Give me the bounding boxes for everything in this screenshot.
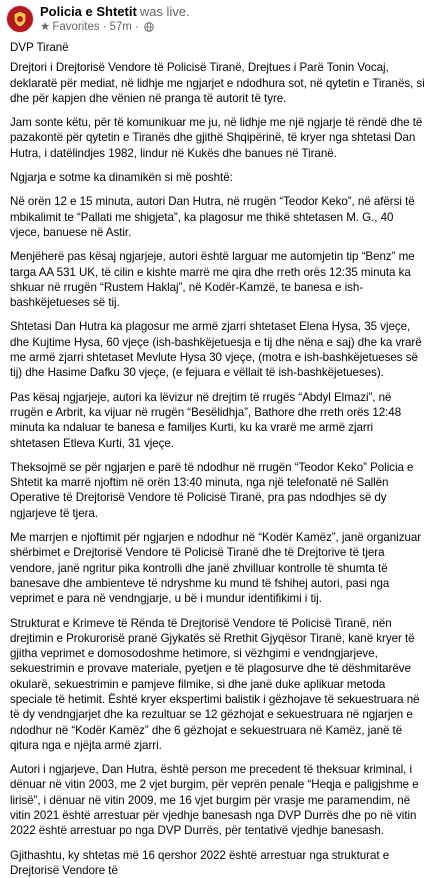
post-paragraph: Me marrjen e njoftimit për ngjarjen e ndodhur në “Kodër Kamëz”, janë organizuar shërbimet e Drejtorisë Vendore të Policisë Tiranë dhe të Drejtorive të tjera vendore, janë ngritur pika kontrolli dhe janë zhvilluar kontrolle të shumta të banesave dhe ambienteve të ndryshme ku mund të fshihej autori, pasi nga veprimet e para në vendngjarje, u bë i mundur identifikimi i tij. bbox=[10, 531, 422, 606]
post-paragraph: Drejtori i Drejtorisë Vendore të Policisë Tiranë, Drejtues i Parë Tonin Vocaj, deklaratë për mediat, në lidhje me ngjarjet e ndodhura sot, në qytetin e Tiranës, si dhe për kapjen dhe vënien në pranga të autorit të tyre. bbox=[10, 61, 425, 105]
post-paragraph: Autori i ngjarjeve, Dan Hutra, është person me precedent të theksuar kriminal, i dënuar në vitin 2003, me 2 vjet burgim, për veprën penale “Heqja e paligjshme e lirisë”, i dënuar në vitin 2009, me 16 vjet burgim për vrasje me paramendim, në vitin 2021 është arrestuar për vjedhje banesash nga DVP Durrës dhe po në vitin 2022 është arrestuar po nga DVP Durrës, për tentativë vjedhje banesash. bbox=[10, 763, 419, 838]
post-paragraph: Menjëherë pas kësaj ngjarjeje, autori është larguar me automjetin tip “Benz” me targa AA 531 UK, të cilin e kishte marrë me qira dhe rreth orës 12:35 minuta ka shkuar në rrugën “Rustem Haklaj”, në Kodër-Kamzë, te banesa e ish-bashkëjetueses së tij. bbox=[10, 250, 415, 310]
live-status: was live. bbox=[139, 4, 190, 19]
post-time[interactable]: 57m bbox=[109, 21, 132, 33]
header-line bbox=[40, 4, 425, 20]
police-badge-icon bbox=[10, 9, 30, 29]
post-header bbox=[0, 0, 435, 38]
favorites-star-icon: ★ bbox=[40, 21, 51, 33]
post-paragraph: Strukturat e Krimeve të Rënda të Drejtorisë Vendore të Policisë Tiranë, nën drejtimin e Prokurorisë pranë Gjykatës së Rrethit Gjyqësor Tiranë, kanë kryer të gjitha veprimet e domosodoshme hetimore, si vëzhgimi e vendngjarjeve, sekuestrimin e provave materiale, pyetjen e të plagosurve dhe të dëshmitarëve okularë, sekuestrimin e pamjeve filmike, si dhe janë duke aplikuar metoda speciale të hetimit. Është kryer ekspertimi balistik i gëzhojave të sekuestruara në të dy vendngjarjet dhe ka rezultuar se 12 gëzhojat e sekuestruara në ngjarjen e ndodhur në “Kodër Kamëz” dhe 6 gëzhojat e sekuestruara në Kamëz, janë të qitura nga e njëjta armë zjarri. bbox=[10, 616, 420, 752]
globe-icon bbox=[144, 22, 154, 32]
post-paragraph: Jam sonte këtu, për të komunikuar me ju, në lidhje me një ngjarje të rëndë dhe të pazakontë për qytetin e Tiranës dhe gjithë Shqipërinë, të kryer nga shtetasi Dan Hutra, i datëlindjes 1982, lindur në Kukës dhe banues në Tiranë. bbox=[10, 116, 423, 160]
post-paragraph: Gjithashtu, ky shtetas më 16 qershor 2022 është arrestuar nga strukturat e Drejtorisë Vendore të bbox=[10, 848, 390, 877]
post-paragraph: Shtetasi Dan Hutra ka plagosur me armë zjarri shtetaset Elena Hysa, 35 vjeçe, dhe Kujtime Hysa, 60 vjeçe (ish-bashkëjetuesja e tij dhe nëna e saj) dhe ka vrarë me armë zjarri shtetaset Mevlute Hysa 30 vjeçe, (motra e ish-bashkëjetueses së tij) dhe Hasime Dafku 30 vjeçe, (e fejuara e vëllait të ish-bashkëjetueses). bbox=[10, 320, 422, 380]
post-paragraph: DVP Tiranë bbox=[10, 41, 69, 54]
meta-separator: · bbox=[102, 21, 107, 33]
favorites-label[interactable]: Favorites bbox=[52, 21, 100, 33]
post-paragraph: Në orën 12 e 15 minuta, autori Dan Hutra, në rrugën “Teodor Keko”, në afërsi të mbikalimit te “Pallati me shigjeta”, ka plagosur me thikë shtetasen M. G., 40 vjece, banuese në Astir. bbox=[10, 195, 415, 239]
page-avatar[interactable] bbox=[6, 5, 34, 33]
post-paragraph: Pas kësaj ngjarjeje, autori ka lëvizur në drejtim të rrugës “Abdyl Elmazi”, në rrugën e Arbrit, ka vijuar në rrugën “Besëlidhja”, Bathore dhe rreth orës 12:48 minuta ka ndaluar te banesa e familjes Kurti, ku ka vrarë me armë zjarri shtetasen Etleva Kurti, 31 vjeçe. bbox=[10, 390, 402, 450]
meta-separator: · bbox=[134, 21, 139, 33]
post-paragraph: Ngjarja e sotme ka dinamikën si më poshtë: bbox=[10, 171, 233, 185]
page-name-link[interactable]: Policia e Shtetit bbox=[40, 4, 137, 19]
post-header-text bbox=[40, 4, 425, 34]
post-body bbox=[0, 38, 435, 878]
post-paragraph: Theksojmë se për ngjarjen e parë të ndodhur në rrugën “Teodor Keko” Policia e Shtetit ka marrë njoftim në orën 13:40 minuta, nga një telefonatë në Sallën Operative të Drejtorisë Vendore të Policisë Tiranë, pra pas ndodhjes së dy ngjarjeve të tjera. bbox=[10, 460, 414, 520]
post-meta bbox=[40, 20, 425, 34]
